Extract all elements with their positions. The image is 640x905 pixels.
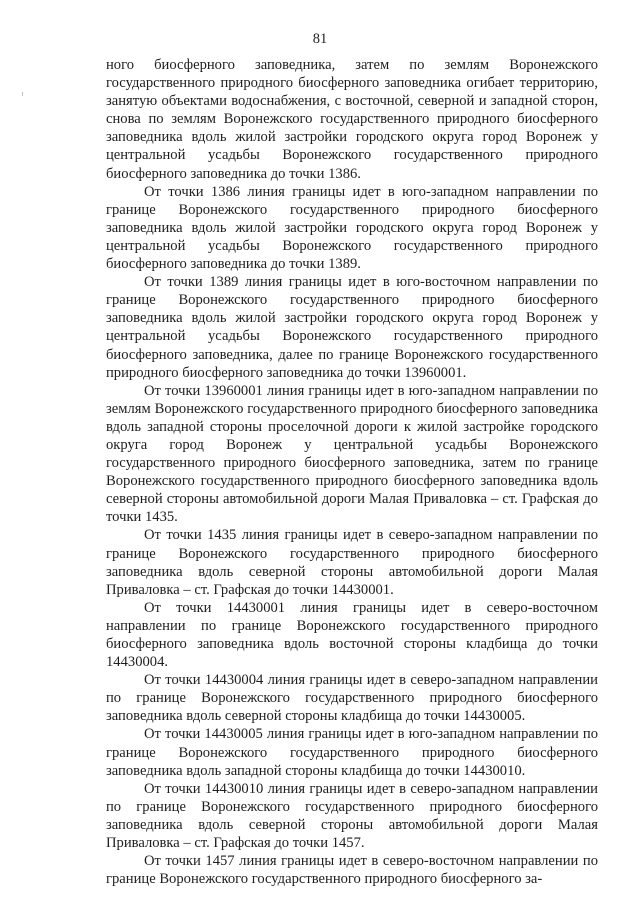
paragraph: От точки 14430010 линия границы идет в северо-западном направлении по границе Воронежского государственного природного биосферного заповедника вдоль северной стороны автомобильной дороги Малая Приваловка – ст. Графская до точки 1457.	[106, 780, 598, 852]
paragraph: От точки 1389 линия границы идет в юго-восточном направлении по границе Воронежского государственного природного биосферного заповедника вдоль жилой застройки городского округа город Воронеж у центральной усадьбы Воронежского государственного природного биосферного заповедника, далее по границе Воронежского государственного природного биосферного заповедника до точки 13960001.	[106, 274, 598, 381]
page-number: 81	[312, 31, 328, 47]
paragraph: ного биосферного заповедника, затем по землям Воронежского государственного природного биосферного заповедника огибает территорию, занятую объектами водоснабжения, с восточной, северной и западной сторон, снова по землям Воронежского государственного природного биосферного заповедника вдоль жилой застройки городского округа город Воронеж у центральной усадьбы Воронежского государственного природного биосферного заповедника до точки 1386.	[106, 57, 598, 182]
document-body	[106, 56, 598, 888]
paragraph: От точки 1386 линия границы идет в юго-западном направлении по границе Воронежского государственного природного биосферного заповедника вдоль жилой застройки городского округа город Воронеж у центральной усадьбы Воронежского государственного природного биосферного заповедника до точки 1389.	[106, 183, 598, 273]
paragraph: От точки 14430004 линия границы идет в северо-западном направлении по границе Воронежского государственного природного биосферного заповедника вдоль северной стороны кладбища до точки 14430005.	[106, 672, 598, 725]
scan-margin-mark	[22, 92, 23, 96]
paragraph: От точки 1457 линия границы идет в северо-восточном направлении по границе Воронежского государственного природного биосферного за-	[106, 853, 598, 888]
paragraph: От точки 14430001 линия границы идет в северо-восточном направлении по границе Воронежского государственного природного биосферного заповедника вдоль восточной стороны кладбища до точки 14430004.	[106, 599, 598, 671]
paragraph: От точки 13960001 линия границы идет в юго-западном направлении по землям Воронежского государственного природного биосферного заповедника вдоль западной стороны проселочной дороги к жилой застройке городского округа город Воронеж у центральной усадьбы Воронежского государственного природного биосферного заповедника, затем по границе Воронежского государственного природного биосферного заповедника вдоль северной стороны автомобильной дороги Малая Приваловка – ст. Графская до точки 1435.	[106, 382, 598, 526]
paragraph: От точки 14430005 линия границы идет в юго-западном направлении по границе Воронежского государственного природного биосферного заповедника вдоль западной стороны кладбища до точки 14430010.	[106, 726, 598, 779]
paragraph: От точки 1435 линия границы идет в северо-западном направлении по границе Воронежского государственного природного биосферного заповедника вдоль северной стороны автомобильной дороги Малая Приваловка – ст. Графская до точки 14430001.	[106, 527, 598, 598]
